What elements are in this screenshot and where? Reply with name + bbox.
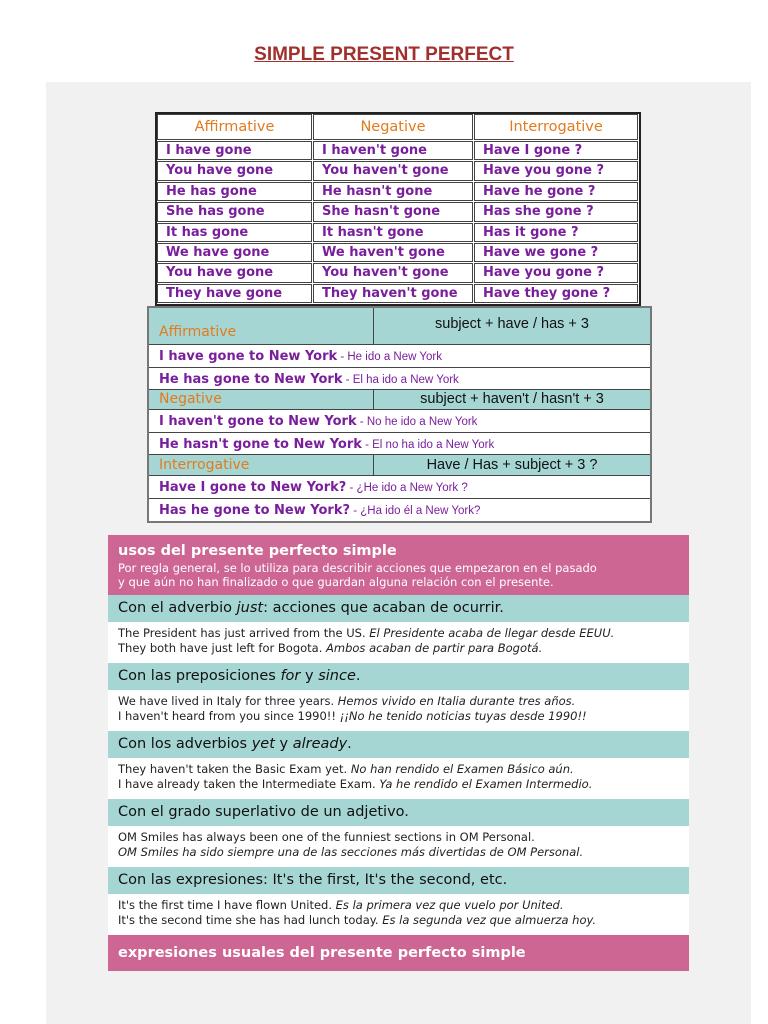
usage-heading (108, 663, 689, 690)
example-spanish: Es la segunda vez que almuerza hoy. (382, 913, 597, 927)
interrogative-cell: Has it gone ? (474, 223, 638, 242)
interrogative-cell: Have they gone ? (474, 284, 638, 303)
heading-text: y (274, 736, 293, 752)
example-line (118, 898, 679, 913)
example-english: I haven't heard from you since 1990!! (118, 709, 340, 723)
conjugation-table (155, 112, 641, 306)
conjugation-row (157, 223, 639, 243)
example-line (118, 762, 679, 777)
usage-examples (108, 826, 689, 867)
example-spanish: ¡¡No he tenido noticias tuyas desde 1990!! (339, 709, 587, 723)
negative-cell: You haven't gone (313, 161, 473, 180)
interrogative-cell: Have I gone ? (474, 141, 638, 160)
negative-cell: He hasn't gone (313, 182, 473, 201)
affirmative-cell: You have gone (157, 161, 312, 180)
usage-heading (108, 867, 689, 894)
example-english: They both have just left for Bogota. (118, 641, 327, 655)
example-english: The President has just arrived from the US. (118, 626, 370, 640)
negative-cell: I haven't gone (313, 141, 473, 160)
interrogative-cell: Have we gone ? (474, 243, 638, 262)
usage-examples (108, 690, 689, 731)
conjugation-row (157, 263, 639, 283)
example-spanish: - ¿Ha ido él a New York? (350, 504, 481, 517)
uses-header (108, 535, 689, 595)
conjugation-row (157, 243, 639, 263)
header-negative: Negative (313, 114, 473, 140)
example-line (118, 626, 679, 641)
structure-label: Negative (149, 390, 374, 409)
structure-table (147, 306, 652, 523)
example-english: Have I gone to New York? (159, 480, 347, 495)
usage-examples (108, 758, 689, 799)
uses-description-line: y que aún no han finalizado o que guardan alguna relación con el presente. (118, 575, 554, 589)
uses-title: usos del presente perfecto simple (118, 543, 397, 559)
usage-heading (108, 595, 689, 622)
example-english: I haven't gone to New York (159, 414, 357, 429)
heading-text: Con el adverbio (118, 600, 237, 616)
interrogative-cell: Has she gone ? (474, 202, 638, 221)
usage-heading (108, 799, 689, 826)
example-line (118, 641, 679, 656)
example-english: He hasn't gone to New York (159, 436, 362, 452)
structure-formula: subject + have / has + 3 (435, 316, 589, 332)
heading-text: Con el grado superlativo de un adjetivo. (118, 804, 409, 820)
uses-section (108, 535, 689, 971)
example-english: I have already taken the Intermediate Exam. (118, 777, 380, 791)
example-line (118, 709, 679, 724)
negative-cell: We haven't gone (313, 243, 473, 262)
example-spanish: - El ha ido a New York (342, 373, 459, 386)
heading-text: Con los adverbios (118, 736, 252, 752)
structure-example (149, 368, 650, 391)
header-interrogative: Interrogative (474, 114, 638, 140)
heading-italic: just (236, 600, 264, 616)
usage-heading (108, 731, 689, 758)
affirmative-cell: She has gone (157, 202, 312, 221)
structure-example (149, 476, 650, 499)
heading-italic: yet (251, 736, 275, 752)
interrogative-cell: Have you gone ? (474, 263, 638, 282)
example-spanish: - ¿He ido a New York ? (346, 482, 468, 494)
structure-label: Affirmative (149, 308, 374, 344)
uses-description-line: Por regla general, se lo utiliza para describir acciones que empezaron en el pasado (118, 561, 597, 575)
affirmative-cell: We have gone (157, 243, 312, 262)
structure-example (149, 433, 650, 456)
heading-text: Con las preposiciones (118, 668, 281, 684)
example-spanish: - No he ido a New York (356, 416, 478, 428)
heading-text: . (347, 736, 352, 752)
structure-header-negative (149, 390, 650, 410)
conjugation-row (157, 202, 639, 222)
example-english: We have lived in Italy for three years. (118, 694, 338, 708)
affirmative-cell: They have gone (157, 284, 312, 303)
conjugation-row (157, 284, 639, 304)
heading-text: . (355, 668, 361, 684)
structure-example (149, 345, 650, 368)
example-line (118, 830, 679, 845)
example-english: They haven't taken the Basic Exam yet. (118, 762, 351, 776)
example-spanish: Ambos acaban de partir para Bogotá. (326, 641, 543, 655)
heading-text: y (300, 668, 319, 684)
negative-cell: You haven't gone (313, 263, 473, 282)
heading-text: Con las expresiones: It's the first, It's the second, etc. (118, 872, 508, 888)
example-spanish: Hemos vivido en Italia durante tres años. (337, 694, 576, 708)
heading-italic: since (318, 668, 356, 684)
negative-cell: She hasn't gone (313, 202, 473, 221)
negative-cell: It hasn't gone (313, 223, 473, 242)
structure-example (149, 410, 650, 433)
interrogative-cell: Have you gone ? (474, 161, 638, 180)
usage-examples (108, 622, 689, 663)
interrogative-cell: Have he gone ? (474, 182, 638, 201)
example-line (118, 845, 679, 860)
structure-formula: Have / Has + subject + 3 ? (426, 457, 598, 473)
header-affirmative: Affirmative (157, 114, 312, 140)
example-english: Has he gone to New York? (159, 502, 351, 518)
affirmative-cell: You have gone (157, 263, 312, 282)
conjugation-row (157, 182, 639, 202)
example-english: OM Smiles has always been one of the funniest sections in OM Personal. (118, 830, 535, 844)
example-spanish: El Presidente acaba de llegar desde EEUU. (369, 626, 615, 640)
structure-header-affirmative (149, 308, 650, 345)
example-spanish: Es la primera vez que vuelo por United. (335, 898, 564, 912)
example-spanish: Ya he rendido el Examen Intermedio. (379, 777, 593, 791)
structure-formula: subject + haven't / hasn't + 3 (420, 391, 604, 407)
example-english: He has gone to New York (159, 371, 343, 387)
example-spanish: OM Smiles ha sido siempre una de las secciones más divertidas de OM Personal. (118, 845, 584, 859)
example-english: It's the second time she has had lunch today. (118, 913, 383, 927)
structure-label: Interrogative (149, 455, 374, 475)
expressions-header: expresiones usuales del presente perfecto simple (108, 935, 689, 971)
example-english: It's the first time I have flown United. (118, 898, 336, 912)
conjugation-row (157, 161, 639, 181)
affirmative-cell: I have gone (157, 141, 312, 160)
usage-examples (108, 894, 689, 935)
negative-cell: They haven't gone (313, 284, 473, 303)
example-spanish: - He ido a New York (337, 351, 442, 363)
example-spanish: - El no ha ido a New York (361, 438, 495, 451)
example-spanish: No han rendido el Examen Básico aún. (350, 762, 574, 776)
heading-italic: already (292, 736, 348, 752)
structure-example (149, 499, 650, 522)
heading-text: : acciones que acaban de ocurrir. (263, 600, 504, 616)
structure-header-interrogative (149, 455, 650, 476)
affirmative-cell: It has gone (157, 223, 312, 242)
affirmative-cell: He has gone (157, 182, 312, 201)
page-title: SIMPLE PRESENT PERFECT (254, 44, 514, 65)
example-english: I have gone to New York (159, 349, 338, 364)
conjugation-row (157, 141, 639, 161)
heading-italic: for (280, 668, 301, 684)
conjugation-header-row (157, 114, 639, 141)
example-line (118, 913, 679, 928)
example-line (118, 694, 679, 709)
example-line (118, 777, 679, 792)
